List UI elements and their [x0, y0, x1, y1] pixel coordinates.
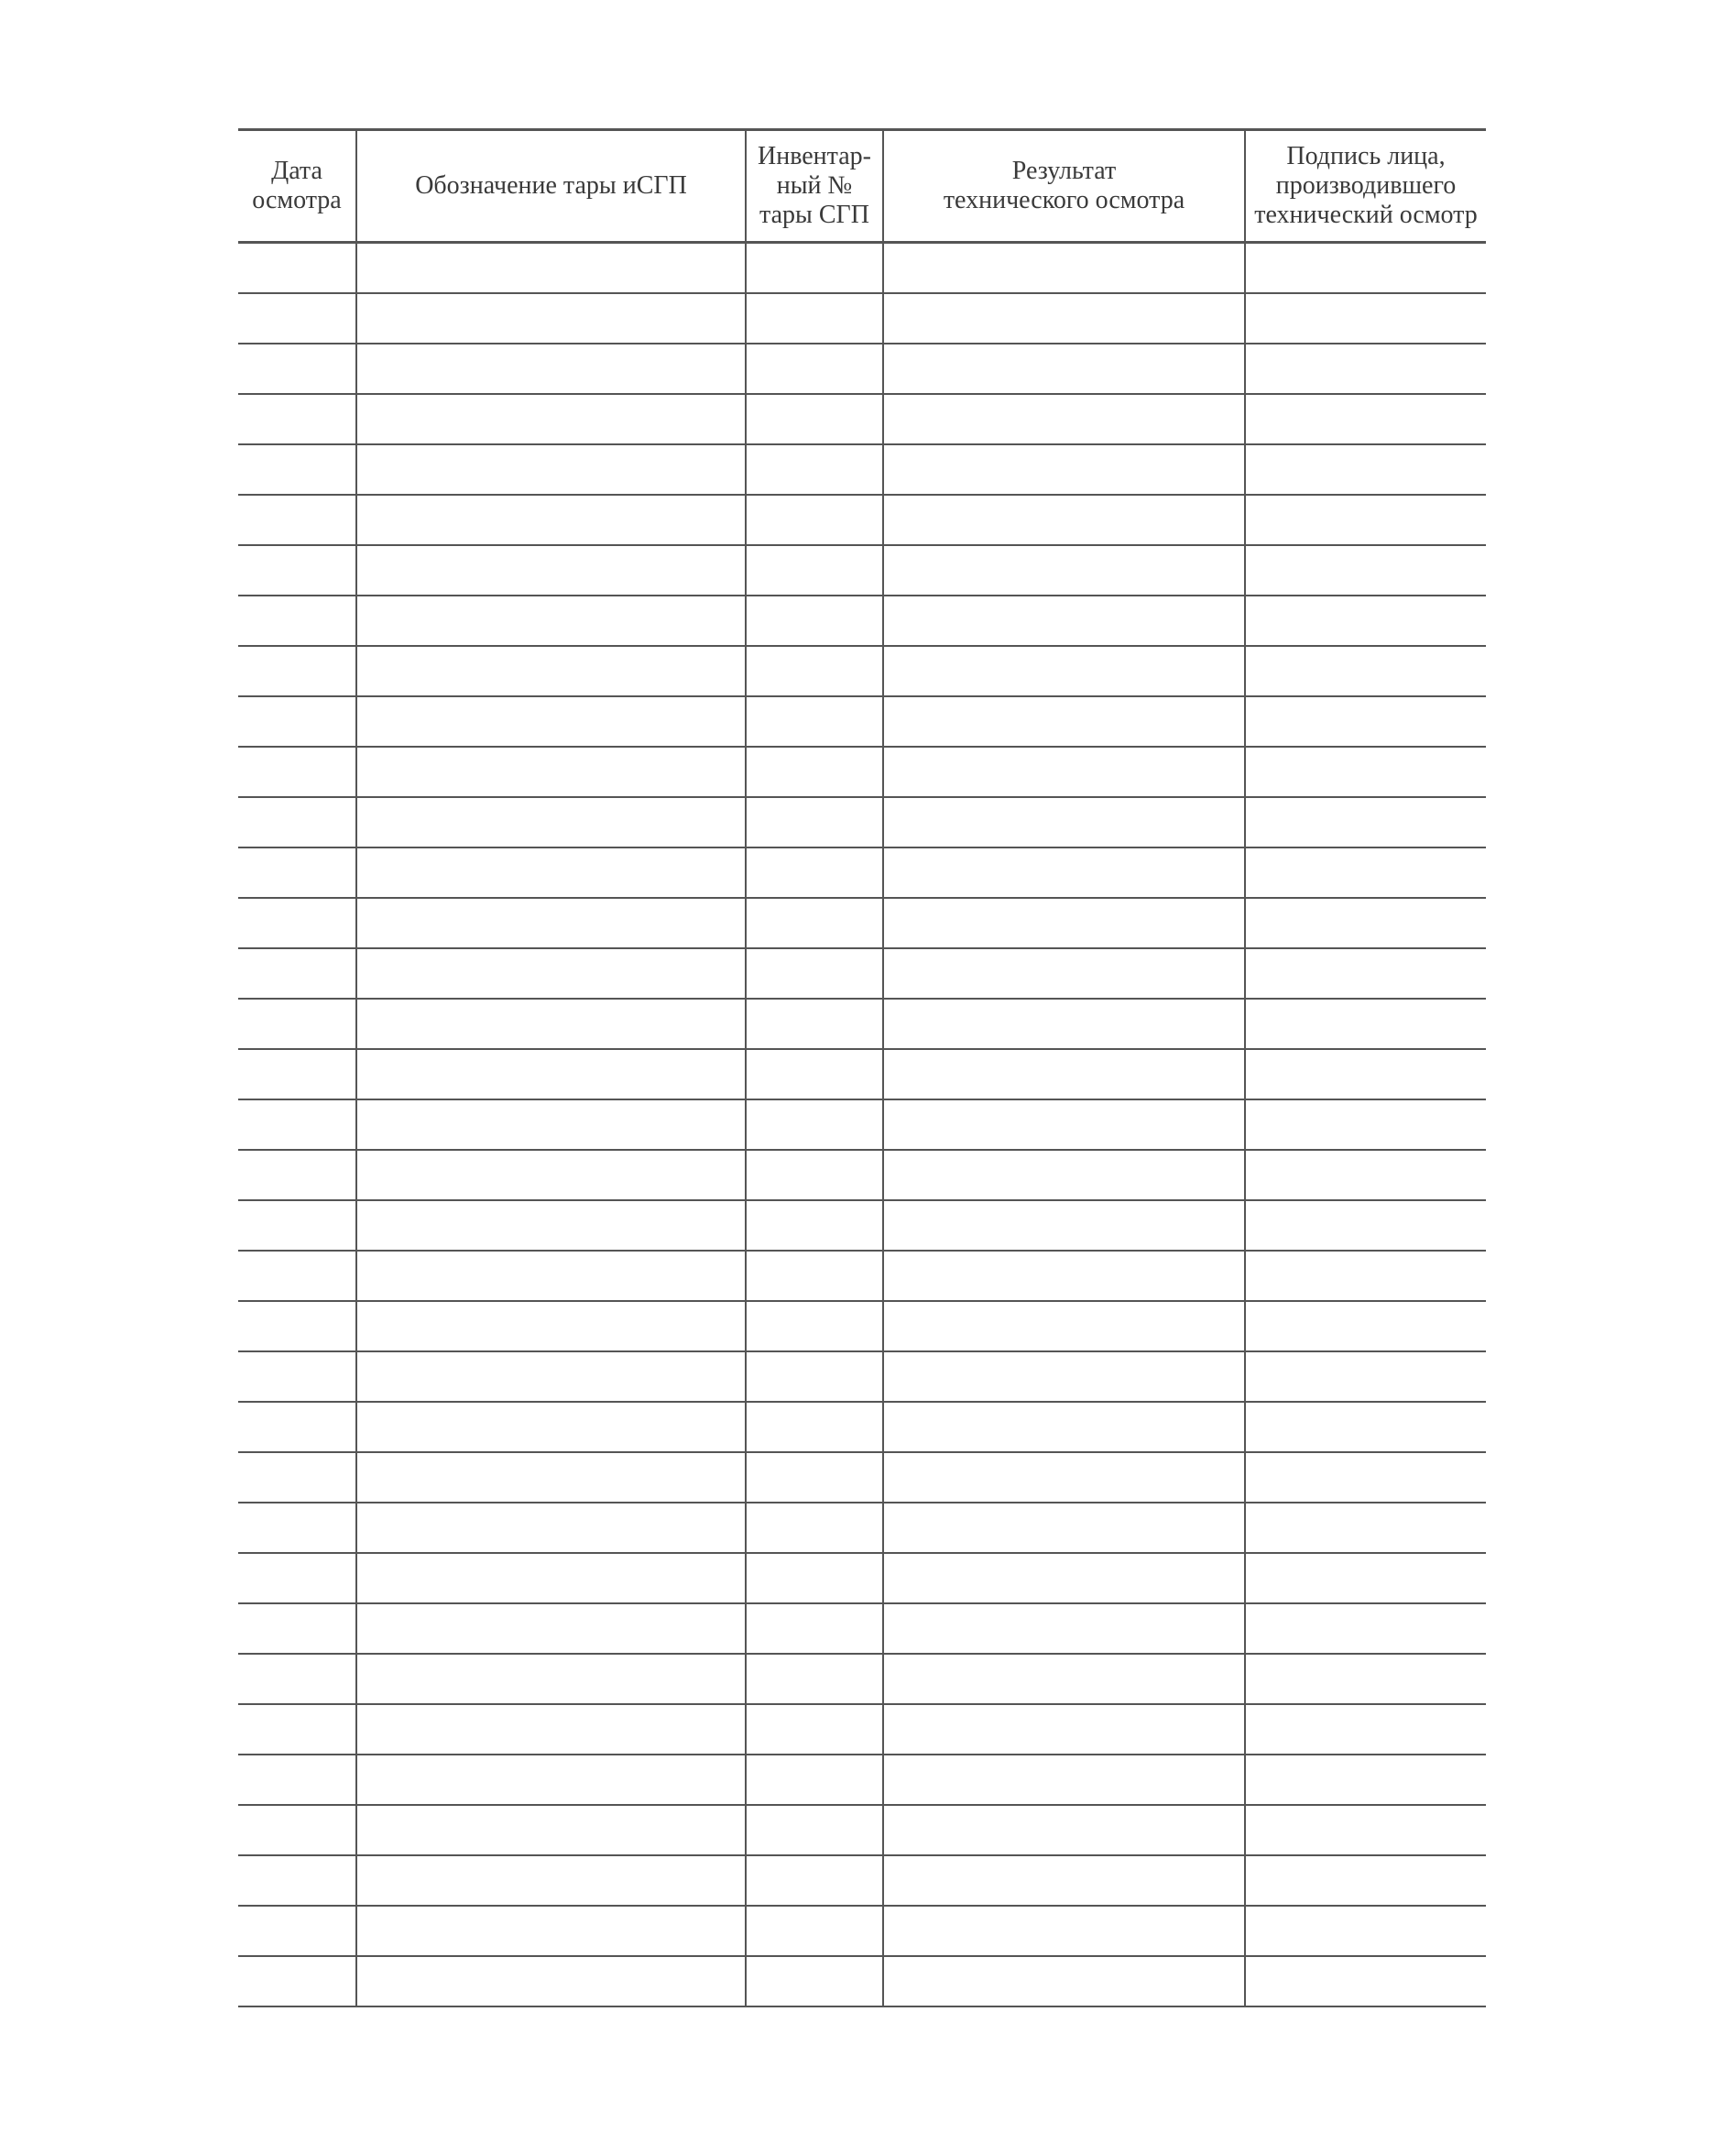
- designation-cell: [356, 1099, 746, 1150]
- date-cell: [238, 898, 356, 948]
- designation-cell: [356, 696, 746, 747]
- signature-cell: [1245, 898, 1486, 948]
- inventory-number-cell: [746, 948, 883, 999]
- inventory-number-cell: [746, 1603, 883, 1654]
- signature-cell: [1245, 1251, 1486, 1301]
- result-cell: [883, 394, 1245, 444]
- date-cell: [238, 1956, 356, 2006]
- signature-cell: [1245, 1906, 1486, 1956]
- inventory-number-cell: [746, 1503, 883, 1553]
- table-row: [238, 596, 1486, 646]
- designation-cell: [356, 999, 746, 1049]
- designation-cell: [356, 1150, 746, 1200]
- table-row: [238, 847, 1486, 898]
- result-cell: [883, 1805, 1245, 1855]
- result-cell: [883, 1704, 1245, 1755]
- signature-cell: [1245, 797, 1486, 847]
- designation-cell: [356, 797, 746, 847]
- result-cell: [883, 646, 1245, 696]
- signature-cell: [1245, 1452, 1486, 1503]
- designation-cell: [356, 1805, 746, 1855]
- signature-cell: [1245, 1503, 1486, 1553]
- inventory-number-cell: [746, 1855, 883, 1906]
- table-row: [238, 1049, 1486, 1099]
- signature-cell: [1245, 1805, 1486, 1855]
- date-cell: [238, 596, 356, 646]
- inventory-number-cell: [746, 1956, 883, 2006]
- result-cell: [883, 847, 1245, 898]
- table-row: [238, 948, 1486, 999]
- date-cell: [238, 1855, 356, 1906]
- date-cell: [238, 1200, 356, 1251]
- signature-cell: [1245, 596, 1486, 646]
- signature-cell: [1245, 1049, 1486, 1099]
- date-cell: [238, 293, 356, 344]
- designation-cell: [356, 243, 746, 294]
- signature-cell: [1245, 1956, 1486, 2006]
- inventory-number-cell: [746, 1301, 883, 1351]
- column-header-inventory-number: Инвентар- ный № тары СГП: [746, 130, 883, 243]
- table-row: [238, 999, 1486, 1049]
- table-row: [238, 1402, 1486, 1452]
- result-cell: [883, 1301, 1245, 1351]
- table-row: [238, 1301, 1486, 1351]
- signature-cell: [1245, 1200, 1486, 1251]
- inventory-number-cell: [746, 1906, 883, 1956]
- table-row: [238, 344, 1486, 394]
- column-header-signature: Подпись лица, производившего технический осмотр: [1245, 130, 1486, 243]
- result-cell: [883, 1654, 1245, 1704]
- inventory-number-cell: [746, 293, 883, 344]
- date-cell: [238, 1553, 356, 1603]
- inventory-number-cell: [746, 1654, 883, 1704]
- table-row: [238, 444, 1486, 495]
- table-row: [238, 495, 1486, 545]
- signature-cell: [1245, 1301, 1486, 1351]
- result-cell: [883, 1855, 1245, 1906]
- inventory-number-cell: [746, 847, 883, 898]
- signature-cell: [1245, 1755, 1486, 1805]
- signature-cell: [1245, 293, 1486, 344]
- result-cell: [883, 1200, 1245, 1251]
- designation-cell: [356, 1654, 746, 1704]
- table-body: [238, 243, 1486, 2007]
- signature-cell: [1245, 1402, 1486, 1452]
- designation-cell: [356, 1956, 746, 2006]
- designation-cell: [356, 1755, 746, 1805]
- table-row: [238, 1503, 1486, 1553]
- inventory-number-cell: [746, 696, 883, 747]
- designation-cell: [356, 1200, 746, 1251]
- result-cell: [883, 1906, 1245, 1956]
- column-header-date: Дата осмотра: [238, 130, 356, 243]
- date-cell: [238, 1906, 356, 1956]
- table-row: [238, 1755, 1486, 1805]
- result-cell: [883, 596, 1245, 646]
- signature-cell: [1245, 444, 1486, 495]
- date-cell: [238, 1099, 356, 1150]
- table-row: [238, 898, 1486, 948]
- designation-cell: [356, 646, 746, 696]
- inventory-number-cell: [746, 344, 883, 394]
- inventory-number-cell: [746, 1251, 883, 1301]
- date-cell: [238, 646, 356, 696]
- result-cell: [883, 1150, 1245, 1200]
- table-row: [238, 293, 1486, 344]
- date-cell: [238, 1654, 356, 1704]
- date-cell: [238, 1503, 356, 1553]
- result-cell: [883, 696, 1245, 747]
- table-row: [238, 797, 1486, 847]
- result-cell: [883, 1956, 1245, 2006]
- table-row: [238, 1200, 1486, 1251]
- designation-cell: [356, 1906, 746, 1956]
- designation-cell: [356, 847, 746, 898]
- date-cell: [238, 1301, 356, 1351]
- inventory-number-cell: [746, 1150, 883, 1200]
- signature-cell: [1245, 1855, 1486, 1906]
- date-cell: [238, 1603, 356, 1654]
- signature-cell: [1245, 495, 1486, 545]
- designation-cell: [356, 545, 746, 596]
- designation-cell: [356, 948, 746, 999]
- column-header-designation: Обозначение тары иСГП: [356, 130, 746, 243]
- designation-cell: [356, 1603, 746, 1654]
- signature-cell: [1245, 948, 1486, 999]
- table-row: [238, 1805, 1486, 1855]
- designation-cell: [356, 495, 746, 545]
- signature-cell: [1245, 1704, 1486, 1755]
- table-row: [238, 1452, 1486, 1503]
- result-cell: [883, 747, 1245, 797]
- date-cell: [238, 444, 356, 495]
- designation-cell: [356, 394, 746, 444]
- inventory-number-cell: [746, 646, 883, 696]
- signature-cell: [1245, 243, 1486, 294]
- result-cell: [883, 999, 1245, 1049]
- table-row: [238, 545, 1486, 596]
- signature-cell: [1245, 696, 1486, 747]
- signature-cell: [1245, 1654, 1486, 1704]
- result-cell: [883, 1049, 1245, 1099]
- result-cell: [883, 1251, 1245, 1301]
- date-cell: [238, 1452, 356, 1503]
- inventory-number-cell: [746, 1805, 883, 1855]
- result-cell: [883, 1351, 1245, 1402]
- inventory-number-cell: [746, 1755, 883, 1805]
- signature-cell: [1245, 1351, 1486, 1402]
- designation-cell: [356, 1704, 746, 1755]
- inventory-number-cell: [746, 243, 883, 294]
- inventory-number-cell: [746, 596, 883, 646]
- date-cell: [238, 747, 356, 797]
- date-cell: [238, 948, 356, 999]
- result-cell: [883, 293, 1245, 344]
- designation-cell: [356, 344, 746, 394]
- inventory-number-cell: [746, 1704, 883, 1755]
- designation-cell: [356, 1452, 746, 1503]
- table-row: [238, 1906, 1486, 1956]
- inspection-log-sheet: [238, 128, 1486, 2007]
- result-cell: [883, 444, 1245, 495]
- designation-cell: [356, 1503, 746, 1553]
- inventory-number-cell: [746, 444, 883, 495]
- table-row: [238, 1603, 1486, 1654]
- date-cell: [238, 394, 356, 444]
- column-header-inspection-result: Результат технического осмотра: [883, 130, 1245, 243]
- result-cell: [883, 1099, 1245, 1150]
- date-cell: [238, 847, 356, 898]
- table-row: [238, 394, 1486, 444]
- date-cell: [238, 1402, 356, 1452]
- date-cell: [238, 344, 356, 394]
- date-cell: [238, 999, 356, 1049]
- signature-cell: [1245, 394, 1486, 444]
- signature-cell: [1245, 1553, 1486, 1603]
- inventory-number-cell: [746, 1553, 883, 1603]
- inventory-number-cell: [746, 1351, 883, 1402]
- signature-cell: [1245, 1603, 1486, 1654]
- table-row: [238, 1099, 1486, 1150]
- table-row: [238, 696, 1486, 747]
- result-cell: [883, 344, 1245, 394]
- date-cell: [238, 1049, 356, 1099]
- designation-cell: [356, 1553, 746, 1603]
- result-cell: [883, 797, 1245, 847]
- inventory-number-cell: [746, 394, 883, 444]
- date-cell: [238, 243, 356, 294]
- table-row: [238, 1855, 1486, 1906]
- result-cell: [883, 1452, 1245, 1503]
- designation-cell: [356, 1251, 746, 1301]
- result-cell: [883, 1553, 1245, 1603]
- date-cell: [238, 1755, 356, 1805]
- date-cell: [238, 1150, 356, 1200]
- date-cell: [238, 696, 356, 747]
- inventory-number-cell: [746, 999, 883, 1049]
- inventory-number-cell: [746, 545, 883, 596]
- table-row: [238, 646, 1486, 696]
- date-cell: [238, 545, 356, 596]
- signature-cell: [1245, 646, 1486, 696]
- designation-cell: [356, 444, 746, 495]
- inventory-number-cell: [746, 1200, 883, 1251]
- signature-cell: [1245, 1150, 1486, 1200]
- table-row: [238, 1704, 1486, 1755]
- inventory-number-cell: [746, 898, 883, 948]
- signature-cell: [1245, 999, 1486, 1049]
- designation-cell: [356, 596, 746, 646]
- result-cell: [883, 243, 1245, 294]
- inspection-log-table: [238, 128, 1486, 2007]
- table-row: [238, 1553, 1486, 1603]
- inventory-number-cell: [746, 495, 883, 545]
- signature-cell: [1245, 344, 1486, 394]
- designation-cell: [356, 1855, 746, 1906]
- table-row: [238, 1654, 1486, 1704]
- table-row: [238, 243, 1486, 294]
- table-row: [238, 1956, 1486, 2006]
- date-cell: [238, 495, 356, 545]
- result-cell: [883, 1503, 1245, 1553]
- result-cell: [883, 898, 1245, 948]
- inventory-number-cell: [746, 797, 883, 847]
- inventory-number-cell: [746, 1099, 883, 1150]
- inventory-number-cell: [746, 747, 883, 797]
- table-row: [238, 1251, 1486, 1301]
- result-cell: [883, 1402, 1245, 1452]
- date-cell: [238, 1351, 356, 1402]
- result-cell: [883, 495, 1245, 545]
- signature-cell: [1245, 1099, 1486, 1150]
- table-row: [238, 747, 1486, 797]
- inventory-number-cell: [746, 1049, 883, 1099]
- table-row: [238, 1351, 1486, 1402]
- table-row: [238, 1150, 1486, 1200]
- signature-cell: [1245, 847, 1486, 898]
- result-cell: [883, 1603, 1245, 1654]
- designation-cell: [356, 1301, 746, 1351]
- designation-cell: [356, 1351, 746, 1402]
- signature-cell: [1245, 545, 1486, 596]
- date-cell: [238, 1704, 356, 1755]
- result-cell: [883, 1755, 1245, 1805]
- inventory-number-cell: [746, 1452, 883, 1503]
- date-cell: [238, 1805, 356, 1855]
- designation-cell: [356, 1402, 746, 1452]
- result-cell: [883, 948, 1245, 999]
- designation-cell: [356, 898, 746, 948]
- table-header-row: [238, 130, 1486, 243]
- result-cell: [883, 545, 1245, 596]
- inventory-number-cell: [746, 1402, 883, 1452]
- designation-cell: [356, 747, 746, 797]
- designation-cell: [356, 293, 746, 344]
- designation-cell: [356, 1049, 746, 1099]
- date-cell: [238, 797, 356, 847]
- signature-cell: [1245, 747, 1486, 797]
- date-cell: [238, 1251, 356, 1301]
